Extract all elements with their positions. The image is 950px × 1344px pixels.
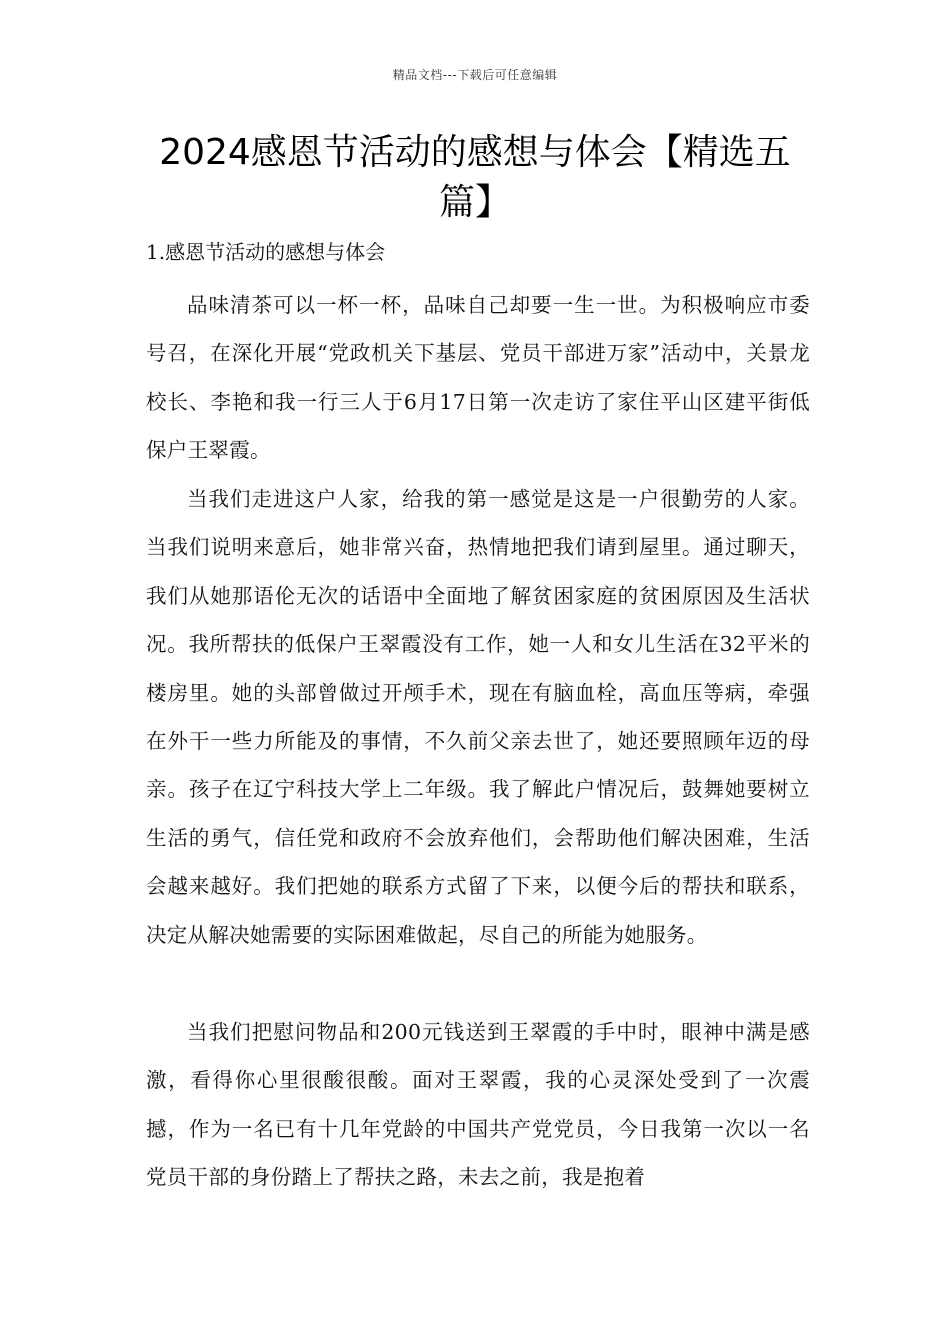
paragraph: 品味清茶可以一杯一杯，品味自己却要一生一世。为积极响应市委号召，在深化开展“党政机关下基层、党员干部进万家”活动中，关景龙校长、李艳和我一行三人于6月17日第一次走访了家住平山区建平街低保户王翠霞。 bbox=[146, 293, 810, 463]
document-title: 2024感恩节活动的感想与体会【精选五篇】 bbox=[159, 132, 791, 223]
paragraph: 当我们把慰问物品和200元钱送到王翠霞的手中时，眼神中满是感激，看得你心里很酸很酸。面对王翠霞，我的心灵深处受到了一次震撼，作为一名已有十几年党龄的中国共产党党员，今日我第一次以一名党员干部的身份踏上了帮扶之路，未去之前，我是抱着 bbox=[146, 1020, 810, 1190]
section-heading: 1.感恩节活动的感想与体会 bbox=[146, 240, 386, 264]
header-watermark: 精品文档---下载后可任意编辑 bbox=[392, 68, 558, 82]
paragraph: 当我们走进这户人家，给我的第一感觉是这是一户很勤劳的人家。当我们说明来意后，她非常兴奋，热情地把我们请到屋里。通过聊天，我们从她那语伦无次的话语中全面地了解贫困家庭的贫困原因及生活状况。我所帮扶的低保户王翠霞没有工作，她一人和女儿生活在32平米的楼房里。她的头部曾做过开颅手术，现在有脑血栓，高血压等病，牵强在外干一些力所能及的事情，不久前父亲去世了，她还要照顾年迈的母亲。孩子在辽宁科技大学上二年级。我了解此户情况后，鼓舞她要树立生活的勇气，信任党和政府不会放弃他们，会帮助他们解决困难，生活会越来越好。我们把她的联系方式留了下来，以便今后的帮扶和联系，决定从解决她需要的实际困难做起，尽自己的所能为她服务。 bbox=[146, 487, 810, 947]
